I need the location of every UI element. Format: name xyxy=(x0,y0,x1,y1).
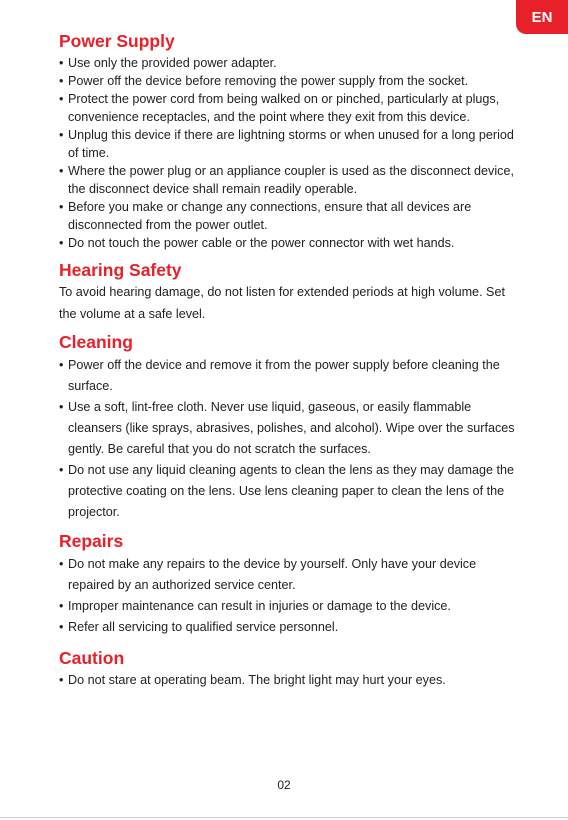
bullet-icon: • xyxy=(59,74,64,88)
page-number: 02 xyxy=(277,778,291,792)
bullet-icon: • xyxy=(59,620,64,634)
bullet-icon: • xyxy=(59,56,64,70)
list-item xyxy=(59,72,519,90)
list-item-text: Power off the device and remove it from the power supply before cleaning the surface. xyxy=(68,358,500,393)
section-heading: Caution xyxy=(59,648,125,668)
section-hearing-safety xyxy=(59,259,519,325)
section-power-supply xyxy=(59,30,519,252)
list-item xyxy=(59,596,519,617)
document-body xyxy=(59,30,519,689)
bullet-list xyxy=(59,355,519,523)
bullet-icon: • xyxy=(59,200,64,214)
list-item-text: Improper maintenance can result in injuries or damage to the device. xyxy=(68,599,451,613)
list-item xyxy=(59,198,519,234)
list-item-text: Where the power plug or an appliance coupler is used as the disconnect device, the disconnect device shall remain readily operable. xyxy=(68,164,514,196)
language-tab-label: EN xyxy=(531,8,553,26)
list-item xyxy=(59,671,519,689)
list-item-text: Use a soft, lint-free cloth. Never use liquid, gaseous, or easily flammable cleansers (like sprays, abrasives, polishes, and alcohol). Wipe over the surfaces gently. Be careful that you do not scratch the surfaces. xyxy=(68,400,515,456)
list-item-text: Use only the provided power adapter. xyxy=(68,56,277,70)
section-caution xyxy=(59,647,519,689)
bullet-list xyxy=(59,671,519,689)
section-heading: Power Supply xyxy=(59,31,175,51)
list-item-text: Protect the power cord from being walked on or pinched, particularly at plugs, convenience receptacles, and the point where they exit from this device. xyxy=(68,92,500,124)
section-heading: Hearing Safety xyxy=(59,260,182,280)
bullet-icon: • xyxy=(59,557,64,571)
list-item xyxy=(59,397,519,460)
list-item-text: Refer all servicing to qualified service personnel. xyxy=(68,620,339,634)
list-item xyxy=(59,54,519,72)
list-item xyxy=(59,460,519,523)
section-paragraph: To avoid hearing damage, do not listen for extended periods at high volume. Set the volume at a safe level. xyxy=(59,285,505,321)
bullet-icon: • xyxy=(59,463,64,477)
list-item xyxy=(59,90,519,126)
list-item-text: Do not make any repairs to the device by yourself. Only have your device repaired by an authorized service center. xyxy=(68,557,477,592)
bullet-icon: • xyxy=(59,673,64,687)
bullet-icon: • xyxy=(59,400,64,414)
list-item xyxy=(59,355,519,397)
bullet-icon: • xyxy=(59,599,64,613)
section-heading: Cleaning xyxy=(59,332,133,352)
bullet-list xyxy=(59,554,519,638)
list-item-text: Do not touch the power cable or the power connector with wet hands. xyxy=(68,236,455,250)
page-bottom-divider xyxy=(0,817,568,818)
list-item-text: Before you make or change any connections, ensure that all devices are disconnected from the power outlet. xyxy=(68,200,472,232)
list-item xyxy=(59,126,519,162)
language-tab xyxy=(516,0,568,34)
section-heading: Repairs xyxy=(59,531,124,551)
list-item-text: Unplug this device if there are lightning storms or when unused for a long period of time. xyxy=(68,128,514,160)
bullet-icon: • xyxy=(59,92,64,106)
list-item xyxy=(59,234,519,252)
list-item-text: Do not stare at operating beam. The bright light may hurt your eyes. xyxy=(68,673,446,687)
list-item xyxy=(59,162,519,198)
bullet-icon: • xyxy=(59,358,64,372)
list-item-text: Do not use any liquid cleaning agents to clean the lens as they may damage the protective coating on the lens. Use lens cleaning paper to clean the lens of the projector. xyxy=(68,463,514,519)
bullet-icon: • xyxy=(59,236,64,250)
section-repairs xyxy=(59,530,519,638)
bullet-list xyxy=(59,54,519,252)
bullet-icon: • xyxy=(59,164,64,178)
section-cleaning xyxy=(59,331,519,523)
bullet-icon: • xyxy=(59,128,64,142)
list-item xyxy=(59,554,519,596)
list-item-text: Power off the device before removing the power supply from the socket. xyxy=(68,74,469,88)
list-item xyxy=(59,617,519,638)
